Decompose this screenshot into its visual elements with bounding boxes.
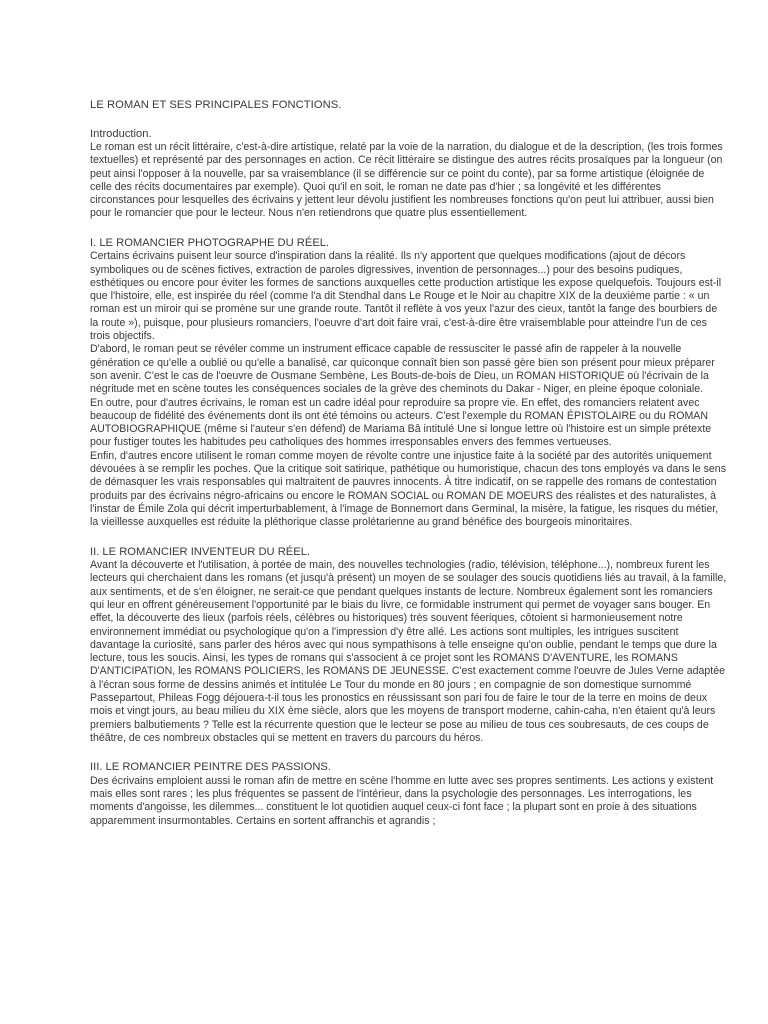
section-3-heading: III. LE ROMANCIER PEINTRE DES PASSIONS. [90, 761, 331, 774]
section-1 [90, 237, 728, 530]
section-1-paragraph: D'abord, le roman peut se révéler comme un instrument efficace capable de ressusciter le passé afin de rappeler à la nouvelle génération ce qu'elle a oublié ou qu'elle a banalisé, car quiconque connaît bien son passé gère bien son présent pour mieux préparer son avenir. C'est le cas de l'oeuvre de Ousmane Sembène, Les Bouts-de-bois de Dieu, un ROMAN HISTORIQUE où l'écrivain de la négritude met en scène toutes les conséquences sociales de la grève des cheminots du Dakar - Niger, en pleine époque coloniale. [90, 343, 715, 396]
document-title: LE ROMAN ET SES PRINCIPALES FONCTIONS. [90, 99, 342, 111]
section-1-heading: I. LE ROMANCIER PHOTOGRAPHE DU RÉEL. [90, 236, 330, 249]
intro-heading: Introduction. [90, 127, 152, 140]
intro-paragraph: Le roman est un récit littéraire, c'est-à-dire artistique, relaté par la voie de la narration, du dialogue et de la description, (les trois formes textuelles) et représenté par des personnages en action. Ce récit littéraire se distingue des autres récits prosaïques par la longueur (on peut ainsi l'opposer à la nouvelle, par sa vraisemblance (il se différencie sur ce point du conte), par sa forme artistique (éloignée de celle des récits documentaires par exemple). Quoi qu'il en soit, le roman ne date pas d'hier ; sa longévité et les différentes circonstances pour lesquelles des écrivains y jettent leur dévolu justifient les nombreuses fonctions qu'on peut lui attribuer, aussi bien pour le romancier que pour le lecteur. Nous n'en retiendrons que quatre plus essentiellement. [90, 141, 723, 220]
intro-section [90, 128, 728, 221]
section-1-paragraph: Enfin, d'autres encore utilisent le roman comme moyen de révolte contre une injustice faite à la société par des autorités uniquement dévouées à se remplir les poches. Que la critique soit satirique, pathétique ou humoristique, chacun des tons employés va dans le sens de démasquer les vrais responsables qui maltraitent de pauvres innocents. À titre indicatif, on se rappelle des romans de contestation produits par des écrivains négro-africains ou encore le ROMAN SOCIAL ou ROMAN DE MOEURS des réalistes et des naturalistes, à l'instar de Émile Zola qui décrit imperturbablement, à l'image de Bonnemort dans Germinal, la misère, la fatigue, les risques du métier, la vieillesse auxquelles est réduite la pléthorique classe prolétarienne au grand bénéfice des bourgeois minoritaires. [90, 449, 726, 529]
section-2-heading: II. LE ROMANCIER INVENTEUR DU RÉEL. [90, 545, 311, 558]
section-3 [90, 761, 728, 828]
section-1-paragraph: En outre, pour d'autres écrivains, le roman est un cadre idéal pour reproduire sa propre vie. En effet, des romanciers relatent avec beaucoup de fidélité des événements dont ils ont été témoins ou acteurs. C'est l'exemple du ROMAN ÉPISTOLAIRE ou du ROMAN AUTOBIOGRAPHIQUE (même si l'auteur s'en défend) de Mariama Bâ intitulé Une si longue lettre où l'histoire est un simple prétexte pour fustiger toutes les habitudes peu catholiques des hommes irresponsables envers des femmes vertueuses. [90, 396, 712, 449]
section-1-paragraph: Certains écrivains puisent leur source d'inspiration dans la réalité. Ils n'y apportent que quelques modifications (ajout de décors symboliques ou de scènes fictives, extraction de paroles digressives, invention de personnages...) pour des besoins pudiques, esthétiques ou encore pour éviter les formes de sanctions auxquelles cette production artistique les expose quelquefois. Toujours est-il que l'histoire, elle, est inspirée du réel (comme l'a dit Stendhal dans Le Rouge et le Noir au chapitre XIX de la deuxième partie : « un roman est un miroir qui se promène sur une grande route. Tantôt il reflète à vos yeux l'azur des cieux, tantôt la fange des bourbiers de la route »), puisque, pour plusieurs romanciers, l'oeuvre d'art doit faire vrai, c'est-à-dire être vraisemblable pour atteindre l'un de ces trois objectifs. [90, 250, 722, 343]
section-2-paragraph: Avant la découverte et l'utilisation, à portée de main, des nouvelles technologies (radio, télévision, téléphone...), nombreux furent les lecteurs qui cherchaient dans les romans (et jusqu'à présent) un moyen de se soulager des soucis quotidiens liés au travail, à la famille, aux sentiments, et de s'en éloigner, ne serait-ce que pendant quelques instants de lecture. Nombreux également sont les romanciers qui leur en offrent généreusement l'opportunité par le biais du livre, ce formidable instrument qui permet de voyager sans bouger. En effet, la découverte des lieux (parfois réels, célèbres ou historiques) très souvent féeriques, côtoient si harmonieusement notre environnement immédiat ou psychologique qu'on a l'impression d'y être allé. Les actions sont multiples, les intrigues suscitent davantage la curiosité, sans parler des héros avec qui nous sympathisons à telle enseigne qu'on oublie, pendant le temps que dure la lecture, tous les soucis. Ainsi, les types de romans qui s'associent à ce projet sont les ROMANS D'AVENTURE, les ROMANS D'ANTICIPATION, les ROMANS POLICIERS, les ROMANS DE JEUNESSE. C'est exactement comme l'oeuvre de Jules Verne adaptée à l'écran sous forme de dessins animés et intitulée Le Tour du monde en 80 jours ; en compagnie de son domestique surnommé Passepartout, Phileas Fogg déjouera-t-il tous les pronostics en réussissant son pari fou de faire le tour de la terre en moins de deux mois et vingt jours, au beau milieu du XIX ème siècle, alors que les moyens de transport moderne, cahin-caha, n'en étaient qu'à leurs premiers balbutiements ? Telle est la récurrente question que le lecteur se pose au milieu de tous ces soubresauts, de ces coups de théâtre, de ces nombreux obstacles qui se mettent en travers du parcours du héros. [90, 559, 727, 744]
section-3-paragraph: Des écrivains emploient aussi le roman afin de mettre en scène l'homme en lutte avec ses propres sentiments. Les actions y existent mais elles sont rares ; les plus fréquentes se passent de l'intérieur, dans la psychologie des personnages. Les interrogations, les moments d'angoisse, les dilemmes... constituent le lot quotidien auquel ceux-ci font face ; la plupart sont en proie à des situations apparemment insurmontables. Certains en sortent affranchis et agrandis ; [90, 774, 714, 827]
section-2 [90, 546, 728, 746]
